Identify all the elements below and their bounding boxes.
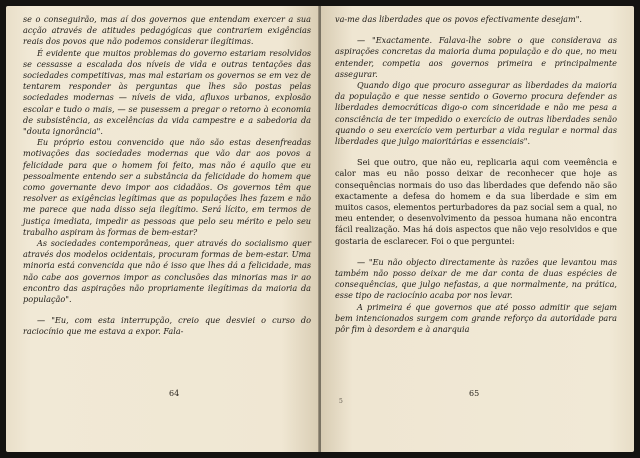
paragraph: Eu próprio estou convencido que não são estas desenfreadas motivações das sociedades modernas que vão dar aos povos a felicidade para que o homem foi feito, mas não é aquilo que eu pessoalmente entendo ser a substância da felicidade do homem que como governante devo impor aos cidadãos. Os governos têm que resolver as exigências legítimas que as populações lhes fazem e não me parece que nada disso seja ilegítimo. Será lícito, em termos de justiça imediata, impedir as pessoas que pelo seu mérito e pelo seu trabalho aspiram às formas de bem-estar?: [23, 137, 311, 237]
paragraph: — "Exactamente. Falava-lhe sobre o que considerava as aspirações concretas da maioria duma população e do que, no meu entender, competia aos governos primeira e principalmente assegurar.: [335, 35, 617, 79]
paragraph: va-me das liberdades que os povos efectivamente desejam".: [335, 14, 583, 24]
right-page: [321, 6, 634, 452]
paragraph: se o conseguirão, mas aí dos governos que entendam exercer a sua acção através de atitudes pedagógicas que contrariem exigências reais dos povos que não podemos considerar ilegítimas.: [23, 14, 311, 47]
margin-mark: 5: [339, 398, 343, 405]
right-page-number: 65: [469, 389, 480, 398]
paragraph: É evidente que muitos problemas do governo estariam resolvidos se cessasse a escalada dos níveis de vida e outras tentações das sociedades competitivas, mas mal estariam os governos se em vez de tentarem responder às perguntas que lhes são postas pelas sociedades modernas — níveis de vida, afluxos urbanos, explosão escolar e tudo o mais, — se pusessem a pregar o retorno à economia de subsistência, as excelências da vida campestre e a sabedoria da "douta ignorância".: [23, 47, 311, 137]
paragraph: A primeira é que governos que até posso admitir que sejam bem intencionados surgem com grande reforço da autoridade para pôr fim à desordem e à anarquia: [335, 301, 617, 335]
left-page-number: 64: [169, 389, 180, 398]
right-page-text: [335, 14, 617, 335]
paragraph: — "Eu não objecto directamente às razões que levantou mas também não posso deixar de me dar conta de duas espécies de consequências, que julgo nefastas, a que normalmente, na prática, esse tipo de raciocínio acaba por nos levar.: [335, 256, 617, 301]
paragraph: — "Eu, com esta interrupção, creio que desviei o curso do raciocínio que me estava a expor. Fala-: [23, 315, 311, 337]
paragraph: As sociedades contemporâneas, quer através do socialismo quer através dos modelos ocidentais, procuram formas de bem-estar. Uma minoria está convencida que não é isso que lhes dá a felicidade, mas não cabe aos governos impor as conclusões das minorias mas ir ao encontro das aspirações não propriamente ilegítimas da maioria da população".: [23, 238, 311, 305]
left-page-text: [23, 14, 311, 338]
left-page: [6, 6, 319, 452]
paragraph: Sei que outro, que não eu, replicaria aqui com veemência e calor mas eu não posso deixar de reconhecer que hoje as consequências normais do uso das liberdades que defendo não são exactamente a defesa do homem e da sua liberdade e sim em muitos casos, elementos perturbadores da paz social sem a qual, no meu entender, o desenvolvimento da pessoa humana não encontra fácil realização. Mas há dois aspectos que não vejo resolvidos e que gostaria de esclarecer. Foi o que perguntei:: [335, 157, 617, 246]
paragraph: Quando digo que procuro assegurar as liberdades da maioria da população e que nesse sentido o Governo procura defender as liberdades democráticas digo-o com sinceridade e não me pesa a consciência de ter impedido o exercício de outras liberdades senão quando o seu exercício vem perturbar a vida regular e normal das liberdades que julgo maioritárias e essenciais".: [335, 80, 617, 147]
